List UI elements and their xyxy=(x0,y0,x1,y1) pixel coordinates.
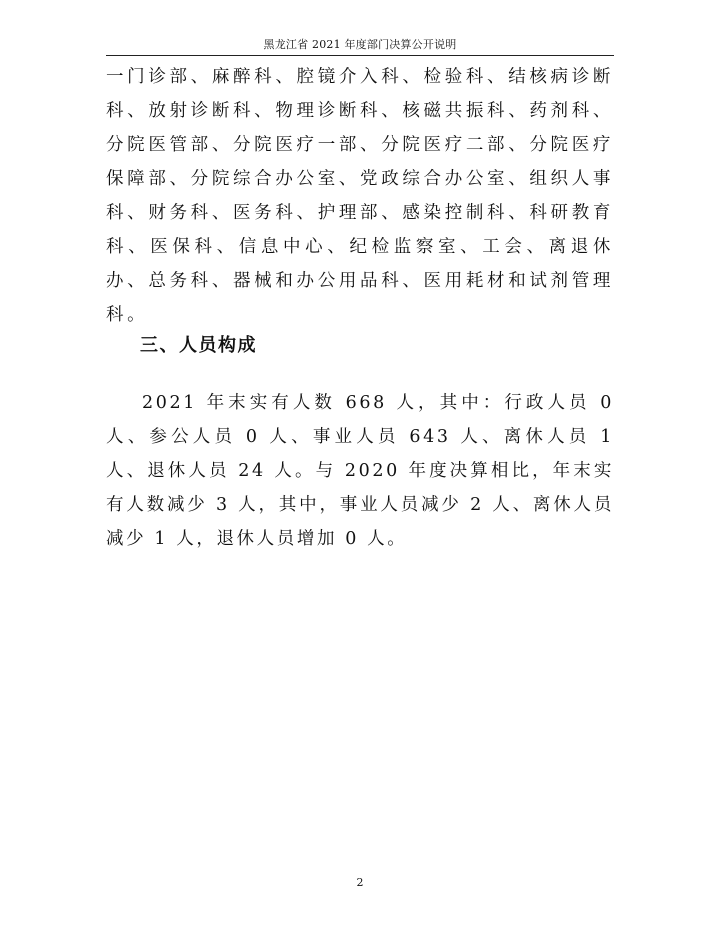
header-divider xyxy=(106,55,614,56)
departments-paragraph: 一门诊部、麻醉科、腔镜介入科、检验科、结核病诊断科、放射诊断科、物理诊断科、核磁共振科、药剂科、分院医管部、分院医疗一部、分院医疗二部、分院医疗保障部、分院综合办公室、党政综合办公室、组织人事科、财务科、医务科、护理部、感染控制科、科研教育科、医保科、信息中心、纪检监察室、工会、离退休办、总务科、器械和办公用品科、医用耗材和试剂管理科。 xyxy=(106,67,614,325)
page-header: 黑龙江省 2021 年度部门决算公开说明 xyxy=(263,38,457,51)
page-number: 2 xyxy=(356,876,364,889)
staff-composition-paragraph: 2021 年末实有人数 668 人，其中：行政人员 0 人、参公人员 0 人、事业人员 643 人、离休人员 1 人、退休人员 24 人。与 2020 年度决算相比，年末实有人数减少 3 人，其中，事业人员减少 2 人、离休人员减少 1 人，退休人员增加 0 人。 xyxy=(106,393,614,549)
section-heading-staff: 三、人员构成 xyxy=(140,335,257,356)
